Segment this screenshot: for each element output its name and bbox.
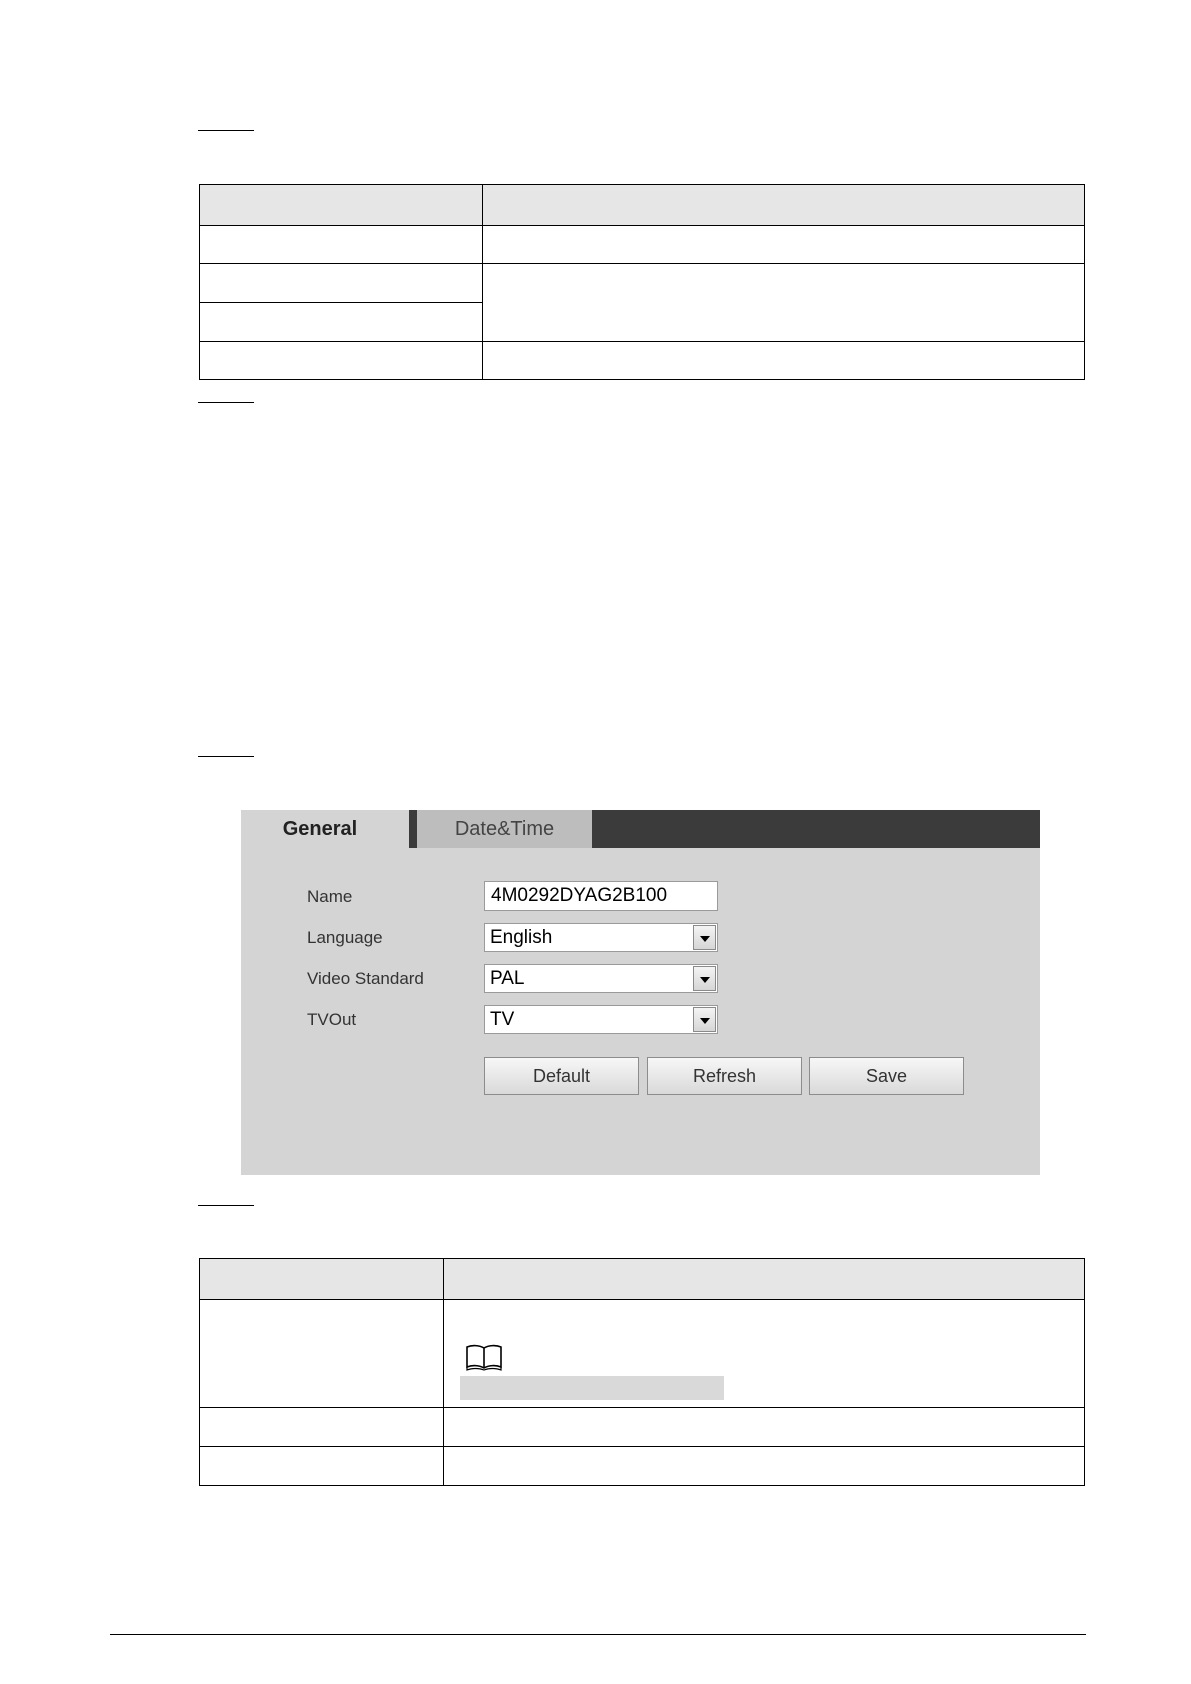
table-header-cell — [200, 185, 483, 226]
table-header-row — [200, 185, 1085, 226]
tv-out-label: TVOut — [307, 1010, 357, 1029]
table-cell — [200, 226, 483, 264]
table-row — [200, 1447, 1085, 1486]
name-label: Name — [307, 887, 353, 906]
language-label: Language — [307, 928, 383, 947]
table-cell — [483, 226, 1085, 264]
tab-separator — [409, 810, 417, 848]
table-header-cell — [200, 1259, 444, 1300]
language-select[interactable] — [484, 923, 718, 952]
book-note-icon — [464, 1342, 504, 1372]
table-row — [200, 264, 1085, 303]
default-button[interactable]: Default — [484, 1057, 639, 1095]
table-header-cell — [444, 1259, 1085, 1300]
step-marker — [198, 756, 254, 757]
table-row — [200, 1408, 1085, 1447]
table-cell — [200, 1408, 444, 1447]
table-header-cell — [483, 185, 1085, 226]
step-marker — [198, 130, 254, 131]
table-row — [200, 342, 1085, 380]
note-highlight-bar — [460, 1376, 724, 1400]
table-cell — [200, 342, 483, 380]
table-row — [200, 226, 1085, 264]
table-cell — [483, 342, 1085, 380]
table-row — [200, 1300, 1085, 1408]
step-marker — [198, 1205, 254, 1206]
parameter-table-2 — [199, 1258, 1085, 1486]
footer-rule — [110, 1634, 1086, 1635]
table-cell — [200, 264, 483, 303]
parameter-table-1 — [199, 184, 1085, 380]
tab-date-time[interactable]: Date&Time — [417, 810, 592, 848]
chevron-down-icon[interactable] — [693, 925, 716, 950]
tab-general[interactable]: General — [241, 810, 409, 848]
video-standard-label: Video Standard — [307, 969, 424, 988]
general-settings-panel — [241, 810, 1040, 1175]
chevron-down-icon[interactable] — [693, 966, 716, 991]
table-cell — [444, 1447, 1085, 1486]
video-standard-select[interactable] — [484, 964, 718, 993]
video-standard-value: PAL — [490, 968, 525, 989]
language-value: English — [490, 927, 553, 948]
table-header-row — [200, 1259, 1085, 1300]
step-marker — [198, 402, 254, 403]
table-cell — [200, 1300, 444, 1408]
tab-bar — [241, 810, 1040, 848]
table-cell-merged — [483, 264, 1085, 342]
chevron-down-icon[interactable] — [693, 1007, 716, 1032]
refresh-button[interactable]: Refresh — [647, 1057, 802, 1095]
table-cell — [200, 303, 483, 342]
name-input[interactable] — [484, 881, 718, 911]
tv-out-value: TV — [490, 1009, 515, 1030]
save-button[interactable]: Save — [809, 1057, 964, 1095]
table-cell — [200, 1447, 444, 1486]
table-cell-note — [444, 1300, 1085, 1408]
table-cell — [444, 1408, 1085, 1447]
tv-out-select[interactable] — [484, 1005, 718, 1034]
